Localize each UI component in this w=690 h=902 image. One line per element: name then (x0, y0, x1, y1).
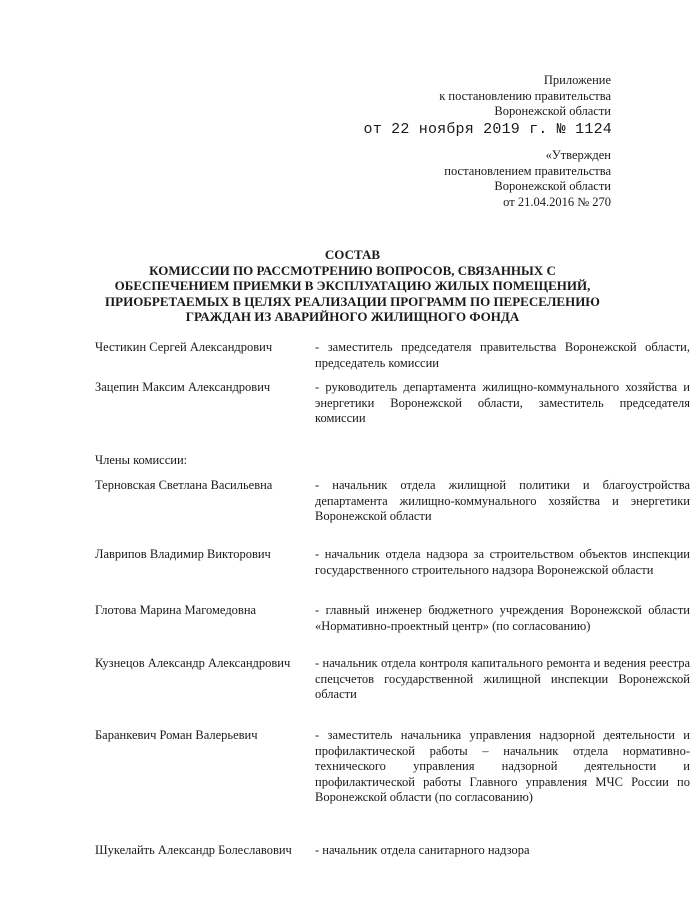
appendix-block (439, 73, 611, 120)
member-name: Лаврипов Владимир Викторович (95, 547, 271, 561)
member-position: - заместитель начальника управления надзорной деятельности и профилактической работы – начальник отдела нормативно-технического управления надзорной деятельности и профилактической работы Главного управления МЧС России по Воронежской области (по согласованию) (315, 728, 690, 805)
member-position: - начальник отдела контроля капитального ремонта и ведения реестра спецсчетов государственной жилищной инспекции Воронежской области (315, 656, 690, 702)
member-name: Кузнецов Александр Александрович (95, 656, 291, 670)
member-name: Баранкевич Роман Валерьевич (95, 728, 258, 742)
member-name: Глотова Марина Магомедовна (95, 603, 257, 617)
member-name: Честикин Сергей Александрович (95, 340, 273, 354)
member-name: Зацепин Максим Александрович (95, 380, 271, 394)
member-position: - начальник отдела надзора за строительством объектов инспекции государственного строительного надзора Воронежской области (315, 547, 690, 577)
member-position: - главный инженер бюджетного учреждения Воронежской области «Нормативно-проектный центр» (по согласованию) (315, 603, 690, 633)
title-line: КОМИССИИ ПО РАССМОТРЕНИЮ ВОПРОСОВ, СВЯЗАННЫХ С (149, 262, 556, 278)
members-label: Члены комиссии: (95, 453, 188, 467)
approved-block (444, 148, 611, 210)
document-title (90, 247, 615, 325)
member-position: - начальник отдела санитарного надзора (315, 843, 530, 857)
title-line: СОСТАВ (324, 247, 381, 262)
decree-stamp: от 22 ноября 2019 г. № 1124 (363, 121, 612, 138)
appendix-line: к постановлению правительства (439, 88, 611, 103)
member-name: Шукелайть Александр Болеславович (95, 843, 292, 857)
appendix-line: Воронежской области (494, 104, 611, 118)
title-line: ГРАЖДАН ИЗ АВАРИЙНОГО ЖИЛИЩНОГО ФОНДА (185, 309, 520, 325)
appendix-line: Приложение (543, 73, 611, 87)
title-line: ПРИОБРЕТАЕМЫХ В ЦЕЛЯХ РЕАЛИЗАЦИИ ПРОГРАММ ПО ПЕРЕСЕЛЕНИЮ (105, 293, 600, 309)
approved-line: от 21.04.2016 № 270 (503, 194, 611, 209)
member-name: Терновская Светлана Васильевна (95, 478, 273, 492)
approved-line: постановлением правительства (444, 163, 611, 178)
approved-line: Воронежской области (494, 179, 611, 193)
member-position: - заместитель председателя правительства Воронежской области, председатель комиссии (315, 340, 690, 370)
title-line: ОБЕСПЕЧЕНИЕМ ПРИЕМКИ В ЭКСПЛУАТАЦИЮ ЖИЛЫХ ПОМЕЩЕНИЙ, (114, 278, 591, 294)
approved-line: «Утвержден (545, 148, 611, 162)
member-position: - начальник отдела жилищной политики и благоустройства департамента жилищно-коммунального хозяйства и энергетики Воронежской области (315, 478, 690, 524)
member-position: - руководитель департамента жилищно-коммунального хозяйства и энергетики Воронежской области, заместитель председателя комиссии (315, 380, 690, 426)
